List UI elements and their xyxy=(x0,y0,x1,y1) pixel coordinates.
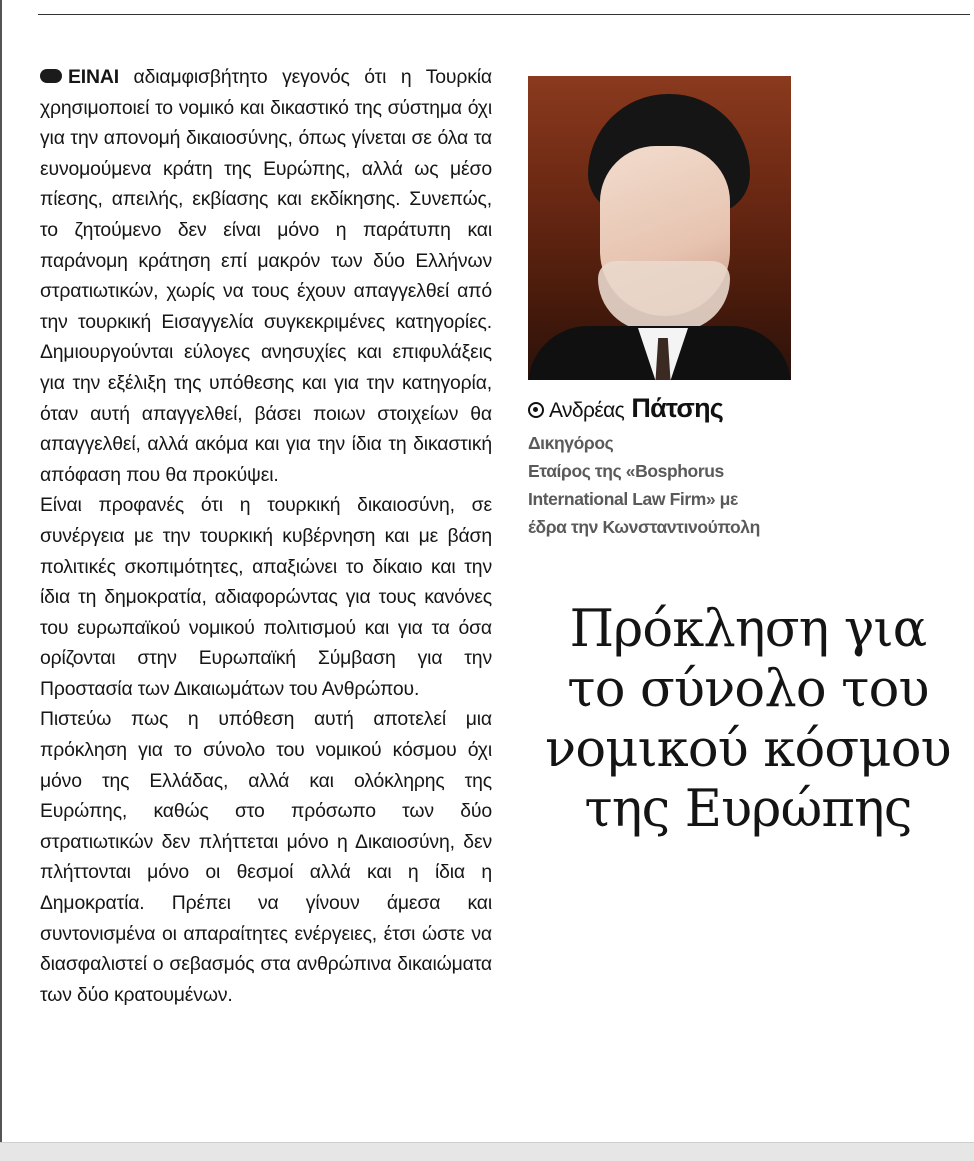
paragraph-1-text: αδιαμφισβήτητο γεγονός ότι η Τουρκία χρησιμοποιεί το νομικό και δικαστικό της σύστημα όχι για την απονομή δικαιοσύνης, όπως γίνεται σε όλα τα ευνομούμενα κράτη της Ευρώπης, αλλά ως μέσο πίεσης, απειλής, εκβίασης και εκδίκησης. Συνεπώς, το ζητούμενο δεν είναι μόνο η παράτυπη και παράνομη κράτηση επί μακρόν των δύο Ελλήνων στρατιωτικών, χωρίς να τους έχουν απαγγελθεί από την τουρκική Εισαγγελία συγκεκριμένες κατηγορίες. Δημιουργούνται εύλογες ανησυχίες και επιφυλάξεις για την εξέλιξη της υπόθεσης και για την κατηγορία, όταν αυτή απαγγελθεί, βάσει ποιων στοιχείων θα απαγγελθεί, αλλά ακόμα και για την ίδια τη δικαστική απόφαση που θα προκύψει. xyxy=(40,66,492,486)
page-bottom-band xyxy=(0,1142,974,1161)
target-bullet-icon xyxy=(528,402,544,418)
paragraph-1 xyxy=(40,62,492,490)
top-divider xyxy=(38,14,970,15)
author-last-name: Πάτσης xyxy=(631,393,724,423)
author-byline xyxy=(528,392,828,541)
author-title: Δικηγόρος Εταίρος της «Bosphorus International Law Firm» με έδρα την Κωνσταντινούπολη xyxy=(528,433,760,537)
paragraph-2: Είναι προφανές ότι η τουρκική δικαιοσύνη, σε συνέργεια με την τουρκική κυβέρνηση και με βάση πολιτικές σκοπιμότητες, απαξιώνει το δίκαιο και την ίδια τη δημοκρατία, αδιαφορώντας για τους κανόνες του ευρωπαϊκού νομικού πολιτισμού και για τα όσα ορίζονται στην Ευρωπαϊκή Σύμβαση για την Προστασία των Δικαιωμάτων του Ανθρώπου. xyxy=(40,494,492,700)
paragraph-3: Πιστεύω πως η υπόθεση αυτή αποτελεί μια πρόκληση για το σύνολο του νομικού κόσμου όχι μόνο της Ελλάδας, αλλά και ολόκληρης της Ευρώπης, καθώς στο πρόσωπο των δύο στρατιωτικών δεν πλήττεται μόνο η Δικαιοσύνη, δεν πλήττονται μόνο οι θεσμοί αλλά και η ίδια η Δημοκρατία. Πρέπει να γίνουν άμεσα και συντονισμένα οι απαραίτητες ενέργειες, έτσι ώστε να διασφαλιστεί ο σεβασμός στα ανθρώπινα δικαιώματα των δύο κρατουμένων. xyxy=(40,708,492,1006)
author-photo xyxy=(528,76,791,380)
author-first-name: Ανδρέας xyxy=(549,399,625,422)
article-headline: Πρόκληση για το σύνολο του νομικού κόσμου της Ευρώπης xyxy=(545,600,951,839)
lead-word: ΕΙΝΑΙ xyxy=(68,66,119,88)
article-body xyxy=(40,62,492,1010)
photo-beard xyxy=(598,261,730,331)
author-name xyxy=(528,392,828,427)
paragraph-bullet-icon xyxy=(40,69,62,83)
left-border-rule xyxy=(0,0,2,1160)
